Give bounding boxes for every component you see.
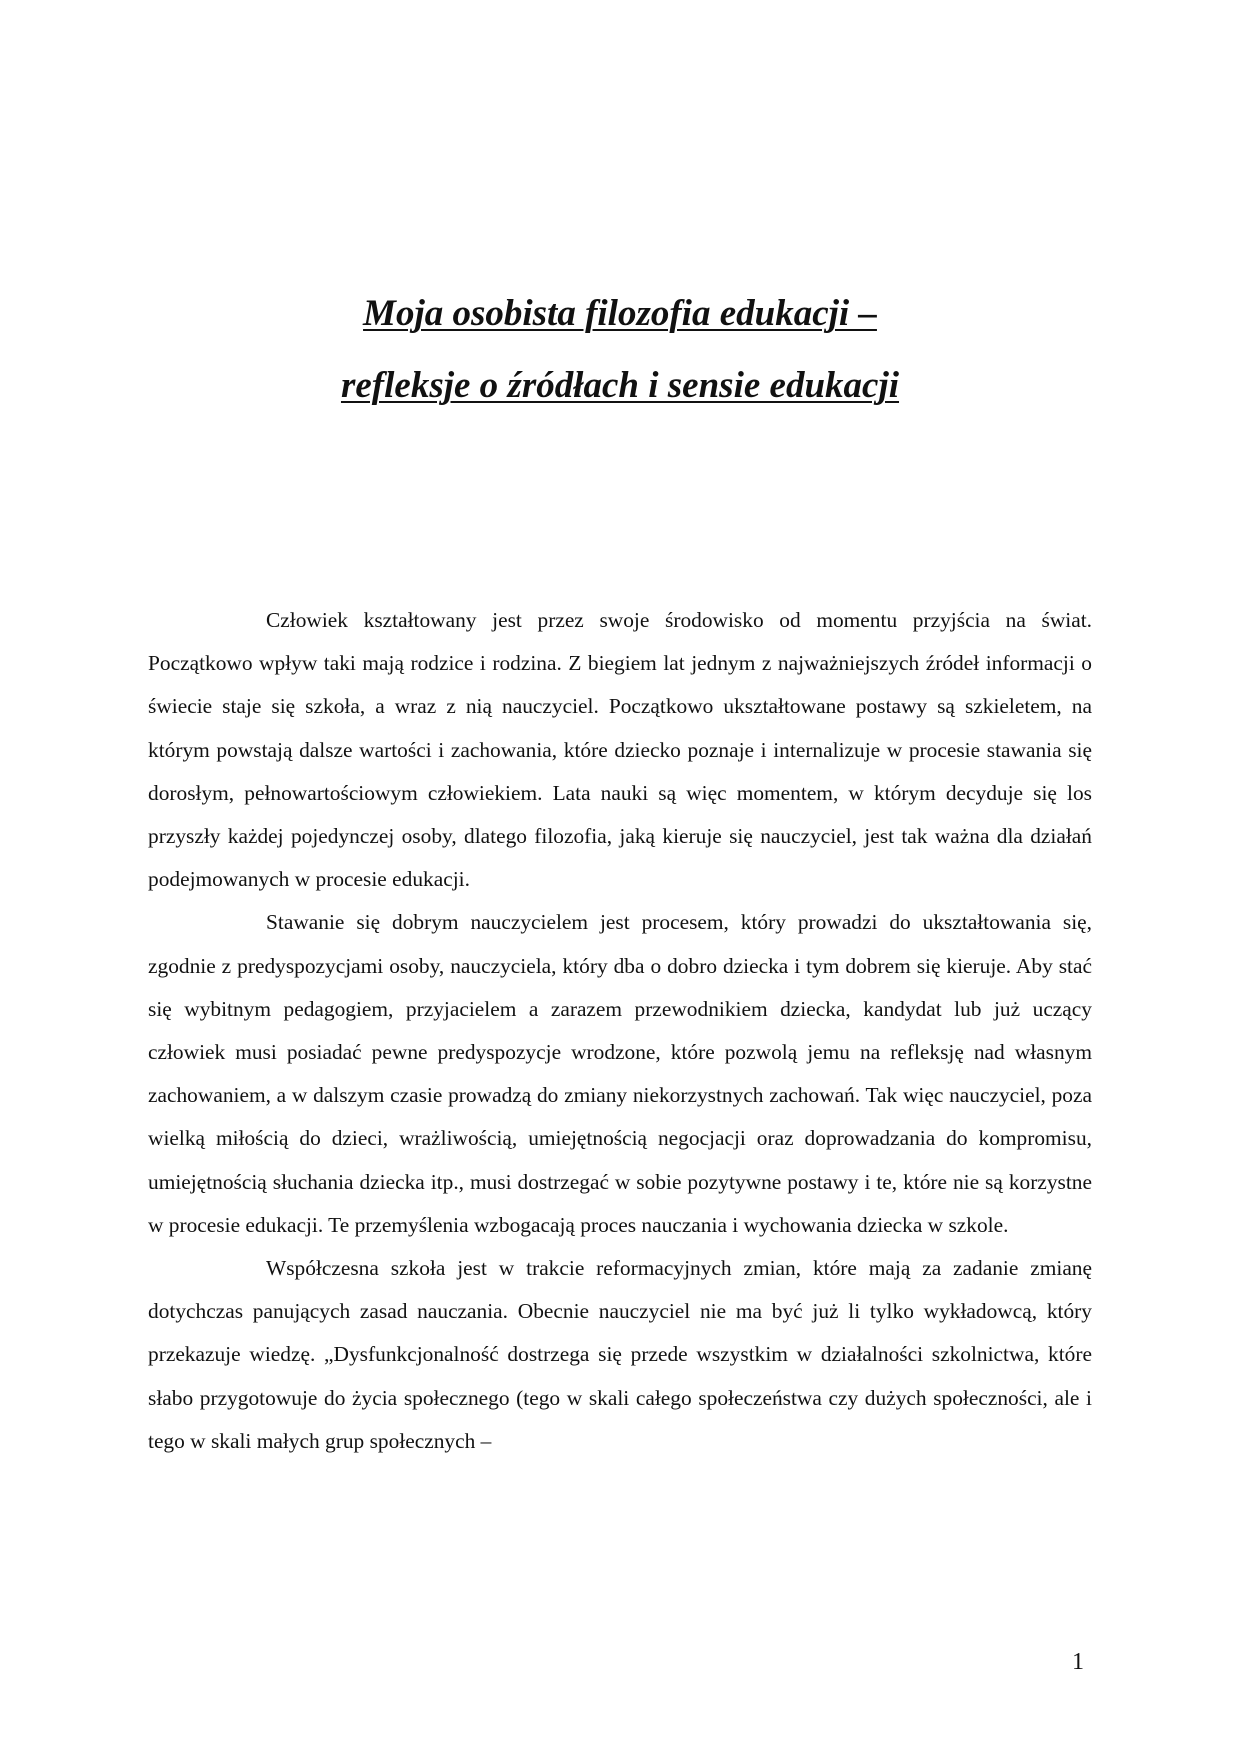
paragraph-3: Współczesna szkoła jest w trakcie reformacyjnych zmian, które mają za zadanie zmianę dotychczas panujących zasad nauczania. Obecnie nauczyciel nie ma być już li tylko wykładowcą, który przekazuje wiedzę. „Dysfunkcjonalność dostrzega się przede wszystkim w działalności szkolnictwa, które słabo przygotowuje do życia społecznego (tego w skali całego społeczeństwa czy dużych społeczności, ale i tego w skali małych grup społecznych –	[148, 1256, 1092, 1453]
paragraph-2: Stawanie się dobrym nauczycielem jest procesem, który prowadzi do ukształtowania się, zgodnie z predyspozycjami osoby, nauczyciela, który dba o dobro dziecka i tym dobrem się kieruje. Aby stać się wybitnym pedagogiem, przyjacielem a zarazem przewodnikiem dziecka, kandydat lub już uczący człowiek musi posiadać pewne predyspozycje wrodzone, które pozwolą jemu na refleksję nad własnym zachowaniem, a w dalszym czasie prowadzą do zmiany niekorzystnych zachowań. Tak więc nauczyciel, poza wielką miłością do dzieci, wrażliwością, umiejętnością negocjacji oraz doprowadzania do kompromisu, umiejętnością słuchania dziecka itp., musi dostrzegać w sobie pozytywne postawy i te, które nie są korzystne w procesie edukacji. Te przemyślenia wzbogacają proces nauczania i wychowania dziecka w szkole.	[148, 910, 1092, 1237]
title-line-2: refleksje o źródłach i sensie edukacji	[340, 365, 900, 406]
paragraph-1: Człowiek kształtowany jest przez swoje środowisko od momentu przyjścia na świat. Początkowo wpływ taki mają rodzice i rodzina. Z biegiem lat jednym z najważniejszych źródeł informacji o świecie staje się szkoła, a wraz z nią nauczyciel. Początkowo ukształtowane postawy są szkieletem, na którym powstają dalsze wartości i zachowania, które dziecko poznaje i internalizuje w procesie stawania się dorosłym, pełnowartościowym człowiekiem. Lata nauki są więc momentem, w którym decyduje się los przyszły każdej pojedynczej osoby, dlatego filozofia, jaką kieruje się nauczyciel, jest tak ważna dla działań podejmowanych w procesie edukacji.	[148, 608, 1092, 892]
document-title	[140, 278, 1100, 422]
page-number: 1	[1072, 1649, 1084, 1675]
document-body	[148, 599, 1092, 1463]
title-line-1: Moja osobista filozofia edukacji –	[363, 293, 877, 334]
